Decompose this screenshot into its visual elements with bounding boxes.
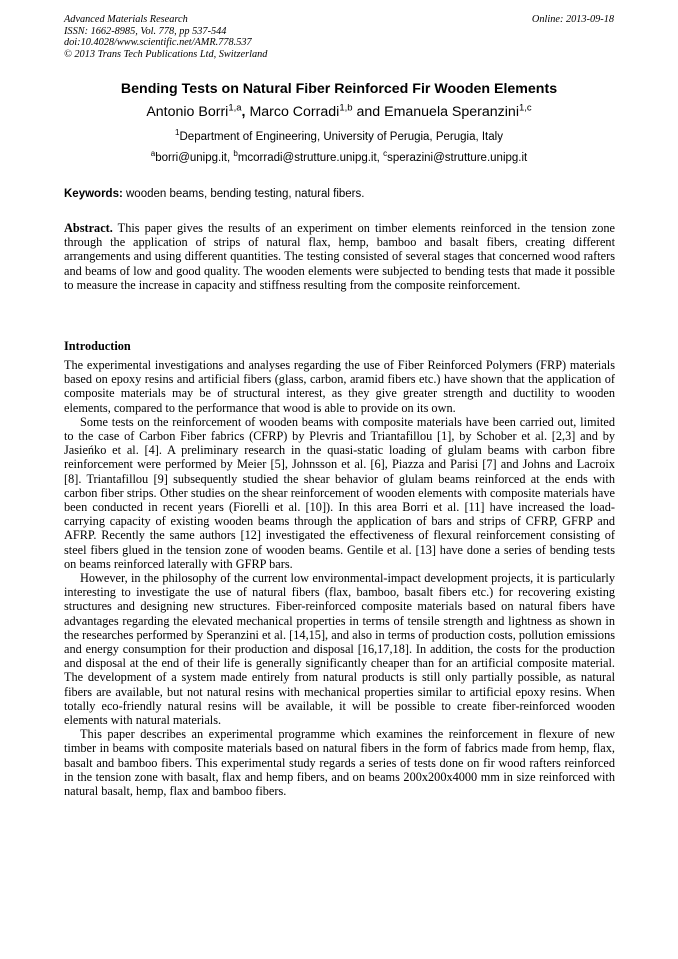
email-address: mcorradi@strutture.unipg.it, xyxy=(237,152,384,164)
affiliation xyxy=(0,128,678,143)
email-list xyxy=(0,149,678,164)
author-separator: , xyxy=(241,104,250,120)
author-affiliation-mark: 1,c xyxy=(518,102,532,114)
journal-doi: doi:10.4028/www.scientific.net/AMR.778.537 xyxy=(64,37,252,49)
section-heading: Introduction xyxy=(64,339,131,353)
affiliation-text: Department of Engineering, University of Perugia, Perugia, Italy xyxy=(179,131,503,143)
abstract-text: This paper gives the results of an experiment on timber elements reinforced in the tension zone through the application of strips of natural flax, hemp, bamboo and basalt fibers, creating different arrangements and using different quantities. The testing consisted of several stages that concerned wood rafters and beams of low and good quality. The wooden elements were subjected to bending tests that made it possible to measure the increase in capacity and stiffness resulting from the composite reinforcement. xyxy=(64,221,615,292)
paper-title: Bending Tests on Natural Fiber Reinforced Fir Wooden Elements xyxy=(120,81,558,97)
journal-name: Advanced Materials Research xyxy=(64,14,188,25)
keywords-text: wooden beams, bending testing, natural fibers. xyxy=(122,188,365,200)
email-mark: c xyxy=(383,149,388,159)
email-address: sperazini@strutture.unipg.it xyxy=(387,152,528,164)
body-text xyxy=(64,358,615,798)
author-separator: and xyxy=(352,104,385,120)
author-affiliation-mark: 1,b xyxy=(339,102,353,114)
paragraph: This paper describes an experimental programme which examines the reinforcement in flexure of new timber in beams with composite materials based on natural fibers in the form of fabrics made from hemp, flax, basalt and bamboo fibers. This experimental study regards a series of tests done on fir wood rafters reinforced in the tension zone with basalt, flax and hemp fibers, and on beams 200x200x4000 mm in size reinforced with natural basalt, hemp, flax and bamboo fibers. xyxy=(64,727,615,799)
journal-copyright: © 2013 Trans Tech Publications Ltd, Switzerland xyxy=(64,48,268,60)
email-address: borri@unipg.it, xyxy=(155,152,234,164)
paragraph: The experimental investigations and analyses regarding the use of Fiber Reinforced Polymers (FRP) materials based on epoxy resins and artificial fibers (glass, carbon, aramid fibers etc.) have shown that the application of composite materials may be of structural interest, as they give greater strength and ductility to wooden elements, compared to the performance that wood is able to provide on its own. xyxy=(64,358,615,415)
email-mark: a xyxy=(150,149,156,159)
email-mark: b xyxy=(233,149,238,159)
paragraph: Some tests on the reinforcement of wooden beams with composite materials have been carried out, limited to the case of Carbon Fiber fabrics (CFRP) by Plevris and Triantafillou [1], by Schober et al. [2,3] and by Jasieńko et al. [4]. A preliminary research in the quasi-static loading of glulam beams with carbon fibre reinforcement were performed by Meier [5], Johnsson et al. [6], Piazza and Parisi [7] and Johns and Lacroix [8]. Triantafillou [9] subsequently studied the shear behavior of glulam beams reinforced at the ends with carbon fiber strips. Other studies on the shear reinforcement of wooden elements with composite materials have been conducted in recent years (Fiorelli et al. [10]). In this area Borri et al. [11] have increased the load-carrying capacity of existing wooden beams through the application of bars and strips of CFRP, GFRP and AFRP. Recently the same authors [12] investigated the effectiveness of flexural reinforcement consisting of steel fibers glued in the tension zone of wooden beams. Gentile et al. [13] have done a series of bending tests on beams reinforced laterally with GFRP bars. xyxy=(64,414,615,571)
keywords xyxy=(64,188,616,200)
abstract xyxy=(64,221,615,292)
abstract-label: Abstract. xyxy=(64,221,113,235)
keywords-label: Keywords: xyxy=(64,188,123,200)
paragraph: However, in the philosophy of the current low environmental-impact development projects, it is particularly interesting to investigate the use of natural fibers (flax, bamboo, basalt fibers etc.) for recovering existing structures and designing new structures. Fiber-reinforced composite materials based on natural fibers have advantages regarding the elevated mechanical properties in terms of tensile strength and lightness as shown in the researches performed by Speranzini et al. [14,15], and also in terms of production costs, pollution emissions and energy consumption for their production and disposal [16,17,18]. In addition, the costs for the production and disposal at the end of their life is generally significantly cheaper than for an artificial composite material. The development of a system made entirely from natural products is still only partially possible, as natural fibers are available, but not natural resins with mechanical properties similar to artificial epoxy resins. When totally eco-friendly natural resins will be available, it will be possible to create fiber-reinforced wooden elements with natural materials. xyxy=(64,571,615,728)
affiliation-mark: 1 xyxy=(175,128,180,138)
author-name: Antonio Borri xyxy=(146,104,229,120)
online-date: Online: 2013-09-18 xyxy=(531,14,614,25)
author-list xyxy=(0,104,678,120)
journal-header xyxy=(64,14,614,60)
author-name: Emanuela Speranzini xyxy=(384,104,519,120)
journal-issn: ISSN: 1662-8985, Vol. 778, pp 537-544 xyxy=(64,25,227,37)
author-affiliation-mark: 1,a xyxy=(228,102,242,114)
author-name: Marco Corradi xyxy=(249,104,340,120)
